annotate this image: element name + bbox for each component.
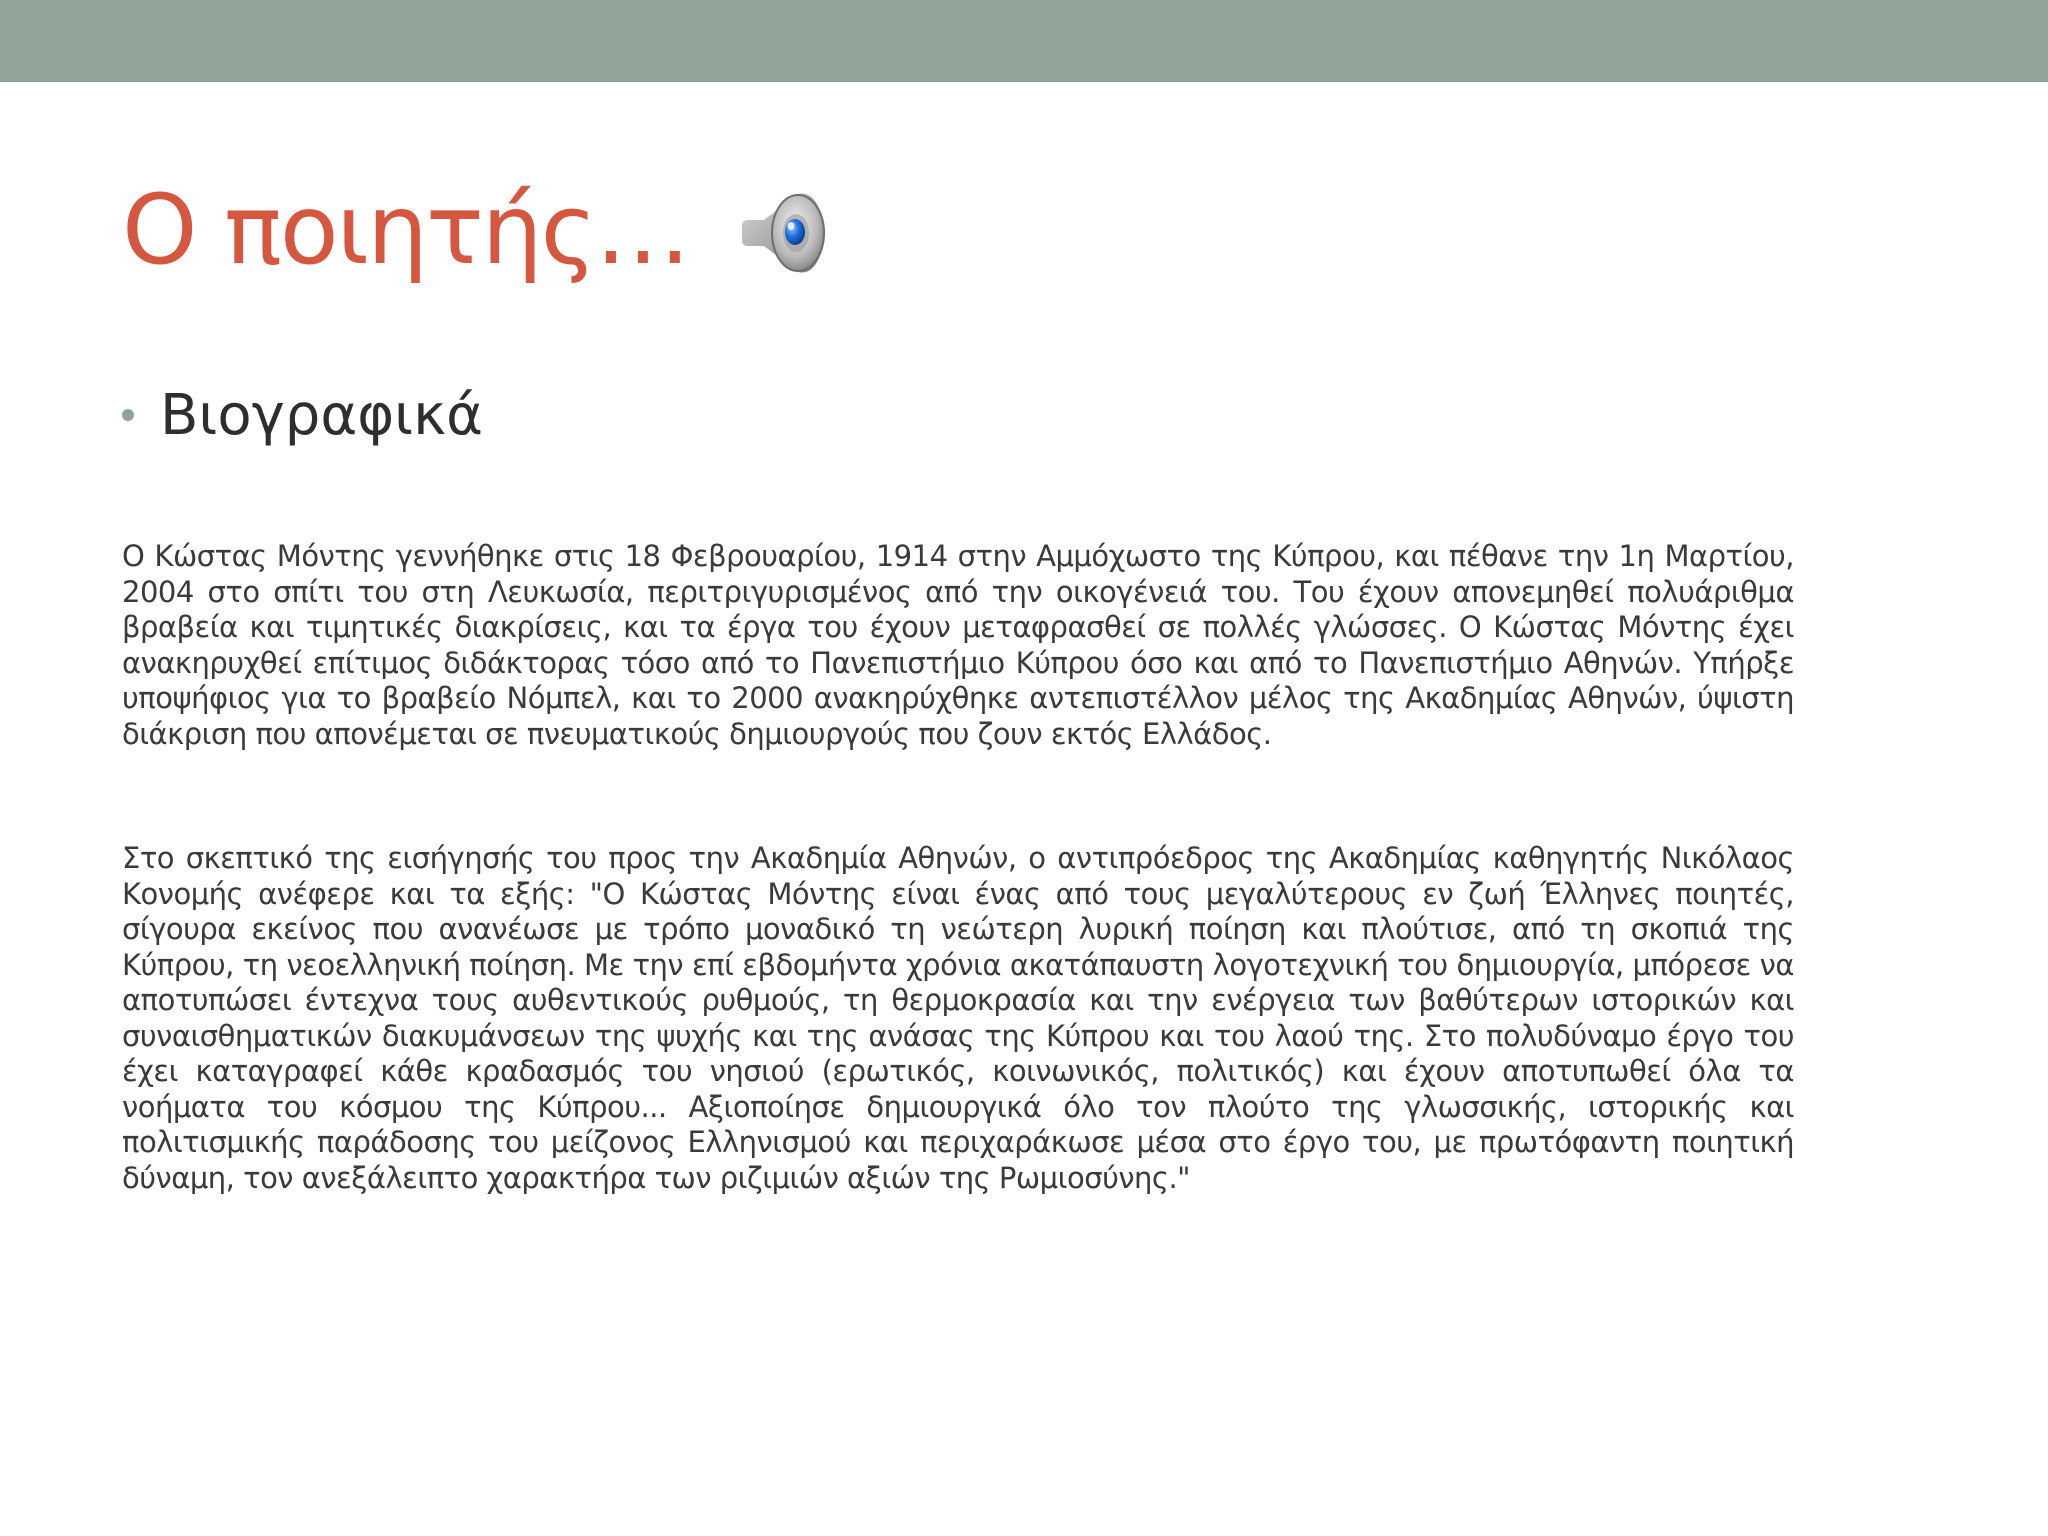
top-accent-band [0, 0, 2048, 82]
bullet-item [122, 370, 483, 460]
bullet-text: Βιογραφικά [160, 382, 484, 448]
bullet-dot-icon [122, 409, 134, 421]
slide-title: Ο ποιητής… [122, 174, 689, 286]
biography-paragraph-2: Στο σκεπτικό της εισήγησής του προς την Ακαδημία Αθηνών, ο αντιπρόεδρος της Ακαδημίας καθηγητής Νικόλαος Κονομής ανέφερε και τα εξής: "Ο Κώστας Μόντης είναι ένας από τους μεγαλύτερους εν ζωή Έλληνες ποιητές, σίγουρα εκείνος που ανανέωσε με τρόπο μοναδικό τη νεώτερη λυρική ποίηση και πλούτισε, από τη σκοπιά της Κύπρου, τη νεοελληνική ποίηση. Με την επί εβδομήντα χρόνια ακατάπαυστη λογοτεχνική του δημιουργία, μπόρεσε να αποτυπώσει έντεχνα τους αυθεντικούς ρυθμούς, τη θερμοκρασία και την ενέργεια των βαθύτερων ιστορικών και συναισθηματικών διακυμάνσεων της ψυχής και της ανάσας της Κύπρου και του λαού της. Στο πολυδύναμο έργο του έχει καταγραφεί κάθε κραδασμός του νησιού (ερωτικός, κοινωνικός, πολιτικός) και έχουν αποτυπωθεί όλα τα νοήματα του κόσμου της Κύπρου... Αξιοποίησε δημιουργικά όλο τον πλούτο της γλωσσικής, ιστορικής και πολιτισμικής παράδοσης του μείζονος Ελληνισμού και περιχαράκωσε μέσα στο έργο του, με πρωτόφαντη ποιητική δύναμη, τον ανεξάλειπτο χαρακτήρα των ριζιμιών αξιών της Ρωμιοσύνης." [122, 841, 1794, 1195]
biography-paragraph-1: Ο Κώστας Μόντης γεννήθηκε στις 18 Φεβρουαρίου, 1914 στην Αμμόχωστο της Κύπρου, και πέθανε την 1η Μαρτίου, 2004 στο σπίτι του στη Λευκωσία, περιτριγυρισμένος από την οικογένειά του. Του έχουν απονεμηθεί πολυάριθμα βραβεία και τιμητικές διακρίσεις, και τα έργα του έχουν μεταφρασθεί σε πολλές γλώσσες. Ο Κώστας Μόντης έχει ανακηρυχθεί επίτιμος διδάκτορας τόσο από το Πανεπιστήμιο Κύπρου όσο και από το Πανεπιστήμιο Αθηνών. Υπήρξε υποψήφιος για το βραβείο Νόμπελ, και το 2000 ανακηρύχθηκε αντεπιστέλλον μέλος της Ακαδημίας Αθηνών, ύψιστη διάκριση που απονέμεται σε πνευματικούς δημιουργούς που ζουν εκτός Ελλάδος. [122, 539, 1794, 751]
speaker-icon[interactable] [738, 186, 832, 280]
